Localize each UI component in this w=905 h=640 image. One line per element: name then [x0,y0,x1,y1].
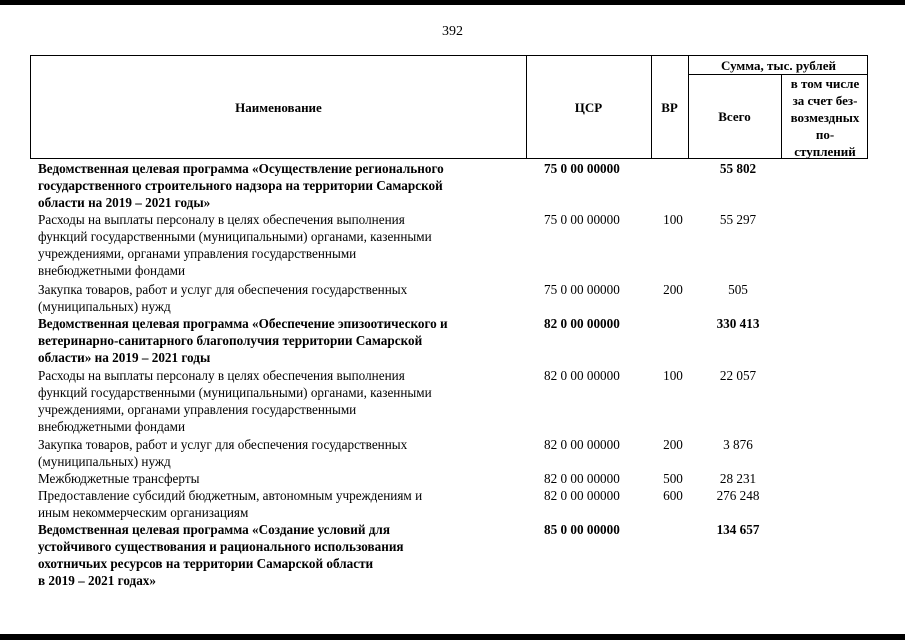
row-total: 505 [728,282,748,297]
row-total: 3 876 [723,437,753,452]
row-total: 276 248 [716,488,760,503]
row-name: Закупка товаров, работ и услуг для обеспечения государственных (муниципальных) нужд [38,282,408,314]
header-vr: ВР [661,100,678,115]
row-name: Ведомственная целевая программа «Создание условий для устойчивого существования и рационального использования охотничьих ресурсов на территории Самарской области в 2019 – 2021 годах» [38,522,404,588]
row-name: Расходы на выплаты персоналу в целях обеспечения выполнения функций государственными (муниципальными) органами, казенными учреждениями, органами управления государственными внебюджетными фондами [38,212,432,278]
row-vr: 200 [663,437,683,452]
header-incl-grants: в том числе за счет без- возмездных по- ступлений [790,76,860,159]
row-name: Межбюджетные трансферты [38,471,200,486]
row-csr: 82 0 00 00000 [544,368,620,383]
row-total: 134 657 [716,522,760,537]
row-vr: 100 [663,368,683,383]
row-name: Закупка товаров, работ и услуг для обеспечения государственных (муниципальных) нужд [38,437,408,469]
row-total: 55 802 [719,161,757,176]
row-csr: 85 0 00 00000 [544,522,620,537]
row-name: Ведомственная целевая программа «Осуществление регионального государственного строительного надзора на территории Самарской области на 2019 – 2021 годы» [38,161,444,210]
header-total: Всего [718,109,751,124]
header-sum-group: Сумма, тыс. рублей [721,58,836,73]
header-csr: ЦСР [574,100,603,115]
header-name: Наименование [235,100,322,115]
row-csr: 82 0 00 00000 [544,471,620,486]
top-border [0,0,905,5]
row-csr: 75 0 00 00000 [544,212,620,227]
row-total: 22 057 [719,368,757,383]
row-vr: 100 [663,212,683,227]
table-header [30,55,868,159]
row-total: 55 297 [719,212,757,227]
row-name: Предоставление субсидий бюджетным, автономным учреждениям и иным некоммерческим организациям [38,488,423,520]
row-csr: 82 0 00 00000 [544,437,620,452]
row-csr: 82 0 00 00000 [544,488,620,503]
row-name: Расходы на выплаты персоналу в целях обеспечения выполнения функций государственными (муниципальными) органами, казенными учреждениями, органами управления государственными внебюджетными фондами [38,368,432,434]
row-vr: 200 [663,282,683,297]
row-name: Ведомственная целевая программа «Обеспечение эпизоотического и ветеринарно-санитарного благополучия территории Самарской области» на 2019 – 2021 годы [38,316,448,365]
row-csr: 75 0 00 00000 [544,161,620,176]
row-total: 330 413 [716,316,760,331]
page-number: 392 [442,24,463,39]
row-total: 28 231 [719,471,757,486]
row-vr: 500 [663,471,683,486]
bottom-border [0,634,905,640]
row-csr: 82 0 00 00000 [544,316,620,331]
row-vr: 600 [663,488,683,503]
row-csr: 75 0 00 00000 [544,282,620,297]
